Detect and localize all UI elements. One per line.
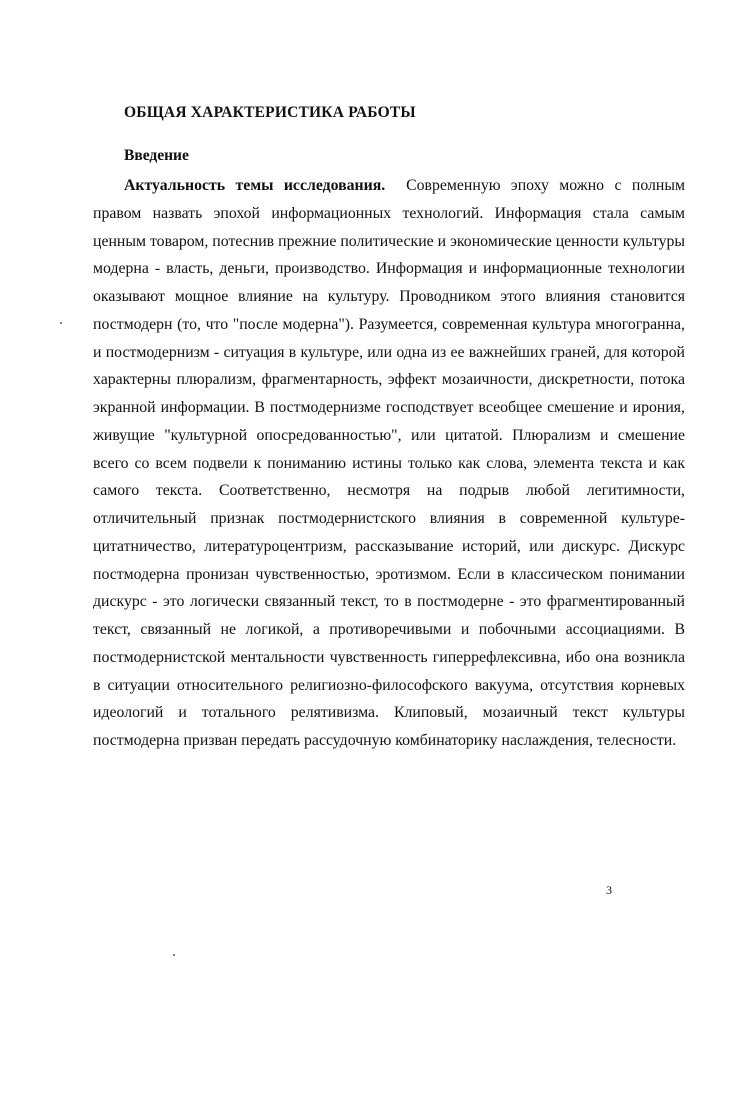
body-paragraph	[93, 172, 685, 755]
paragraph-lead: Актуальность темы исследования.	[124, 177, 386, 194]
section-title: ОБЩАЯ ХАРАКТЕРИСТИКА РАБОТЫ	[124, 104, 416, 121]
scan-speck	[60, 322, 62, 324]
paragraph-text: Современную эпоху можно с полным правом назвать эпохой информационных технологий. Информация стала самым ценным товаром, потеснив прежние политические и экономические ценности культуры модерна - власть, деньги, производство. Информация и информационные технологии оказывают мощное влияние на культуру. Проводником этого влияния становится постмодерн (то, что "после модерна"). Разумеется, современная культура многогранна, и постмодернизм - ситуация в культуре, или одна из ее важнейших граней, для которой характерны плюрализм, фрагментарность, эффект мозаичности, дискретности, потока экранной информации. В постмодернизме господствует всеобщее смешение и ирония, живущие "культурной опосредованностью", или цитатой. Плюрализм и смешение всего со всем подвели к пониманию истины только как слова, элемента текста и как самого текста. Соответственно, несмотря на подрыв любой легитимности, отличительный признак постмодернистского влияния в современной культуре- цитатничество, литературоцентризм, рассказывание историй, или дискурс. Дискурс постмодерна пронизан чувственностью, эротизмом. Если в классическом понимании дискурс - это логически связанный текст, то в постмодерне - это фрагментированный текст, связанный не логикой, а противоречивыми и побочными ассоциациями. В постмодернистской ментальности чувственность гиперрефлексивна, ибо она возникла в ситуации относительного религиозно-философского вакуума, отсутствия корневых идеологий и тотального релятивизма. Клиповый, мозаичный текст культуры постмодерна призван передать рассудочную комбинаторику наслаждения, телесности.	[93, 177, 685, 749]
sub-heading: Введение	[124, 147, 189, 164]
scan-speck	[173, 954, 175, 956]
page-number: 3	[606, 883, 612, 897]
